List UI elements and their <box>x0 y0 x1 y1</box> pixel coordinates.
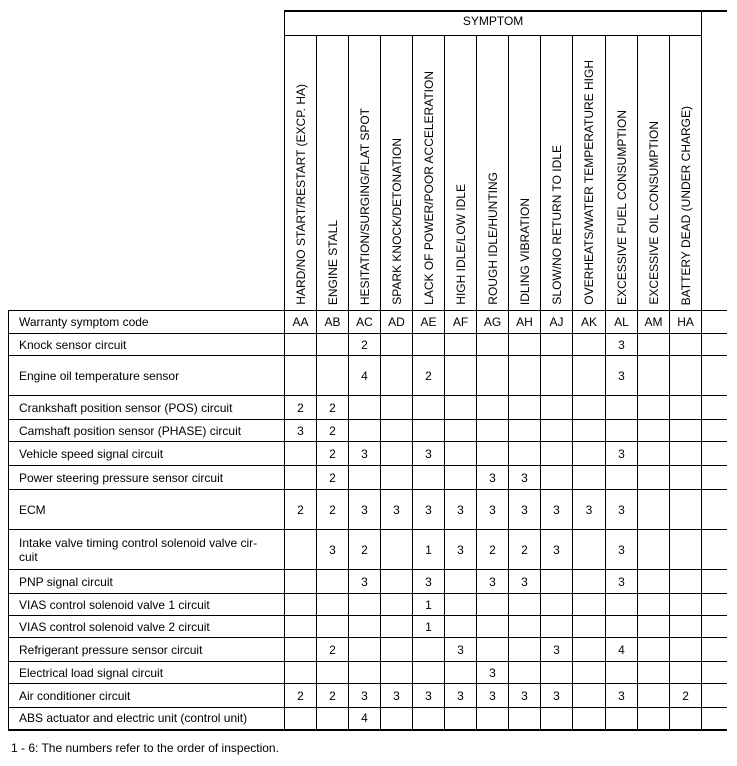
inspection-order-cell <box>573 570 606 594</box>
symptom-title: SYMPTOM <box>285 11 702 36</box>
inspection-order-cell: 3 <box>509 490 541 530</box>
inspection-order-cell: 1 <box>413 616 445 638</box>
inspection-order-cell: 3 <box>349 684 381 708</box>
inspection-order-cell: 3 <box>477 490 509 530</box>
inspection-order-cell <box>638 594 670 616</box>
symptom-column-label: HIGH IDLE/LOW IDLE <box>453 184 468 305</box>
inspection-order-cell <box>285 466 317 490</box>
blank-cell <box>702 570 727 594</box>
symptom-column-label: HARD/NO START/RESTART (EXCP. HA) <box>293 84 308 305</box>
inspection-order-cell <box>670 570 702 594</box>
inspection-order-cell: 3 <box>445 638 477 662</box>
inspection-order-cell <box>638 662 670 684</box>
component-name: ECM <box>9 490 285 530</box>
symptom-column-header <box>413 36 445 311</box>
inspection-order-cell <box>509 662 541 684</box>
inspection-order-cell <box>381 638 413 662</box>
inspection-order-cell <box>285 662 317 684</box>
symptom-code: AA <box>285 311 317 334</box>
symptom-code: AE <box>413 311 445 334</box>
inspection-order-cell <box>670 594 702 616</box>
inspection-order-cell <box>509 638 541 662</box>
inspection-order-cell <box>285 442 317 466</box>
inspection-order-cell <box>317 570 349 594</box>
blank-cell <box>702 311 727 334</box>
inspection-order-cell <box>477 638 509 662</box>
inspection-order-cell <box>509 334 541 356</box>
symptom-column-label: LACK OF POWER/POOR ACCELERATION <box>421 71 436 305</box>
inspection-order-cell <box>349 396 381 420</box>
inspection-order-cell: 3 <box>606 334 638 356</box>
inspection-order-cell <box>413 334 445 356</box>
inspection-order-cell <box>349 638 381 662</box>
component-name: Air conditioner circuit <box>9 684 285 708</box>
table-row <box>9 420 727 442</box>
symptom-code: AB <box>317 311 349 334</box>
inspection-order-cell <box>670 442 702 466</box>
inspection-order-cell <box>445 616 477 638</box>
table-row <box>9 638 727 662</box>
inspection-order-cell: 2 <box>285 684 317 708</box>
inspection-order-cell <box>573 420 606 442</box>
inspection-order-cell: 1 <box>413 594 445 616</box>
inspection-order-cell <box>638 334 670 356</box>
inspection-order-cell: 3 <box>541 638 573 662</box>
blank-cell <box>702 356 727 396</box>
symptom-column-header <box>317 36 349 311</box>
inspection-order-cell <box>381 662 413 684</box>
inspection-order-cell: 2 <box>349 334 381 356</box>
inspection-order-cell: 2 <box>413 356 445 396</box>
inspection-order-cell <box>606 616 638 638</box>
inspection-order-cell: 2 <box>349 530 381 570</box>
inspection-order-cell <box>285 594 317 616</box>
inspection-order-cell <box>670 420 702 442</box>
inspection-order-cell <box>638 356 670 396</box>
table-row <box>9 442 727 466</box>
symptom-column-label: HESITATION/SURGING/FLAT SPOT <box>357 107 372 305</box>
component-name: Camshaft position sensor (PHASE) circuit <box>9 420 285 442</box>
symptom-code: AL <box>606 311 638 334</box>
inspection-order-cell <box>445 334 477 356</box>
inspection-order-cell <box>317 708 349 730</box>
inspection-order-cell <box>670 638 702 662</box>
symptom-column-header <box>670 36 702 311</box>
inspection-order-cell <box>285 356 317 396</box>
inspection-order-cell: 3 <box>477 662 509 684</box>
symptom-column-header <box>573 36 606 311</box>
table-row <box>9 490 727 530</box>
inspection-order-cell <box>509 594 541 616</box>
symptom-column-header <box>445 36 477 311</box>
inspection-order-cell: 3 <box>445 530 477 570</box>
inspection-order-cell <box>606 466 638 490</box>
symptom-column-label: EXCESSIVE FUEL CONSUMPTION <box>614 110 629 305</box>
inspection-order-cell <box>349 594 381 616</box>
inspection-order-cell <box>541 708 573 730</box>
inspection-order-cell <box>381 616 413 638</box>
inspection-order-cell <box>509 396 541 420</box>
blank-cell <box>702 490 727 530</box>
blank-cell <box>702 466 727 490</box>
inspection-order-cell <box>541 594 573 616</box>
inspection-order-cell <box>381 708 413 730</box>
inspection-order-cell <box>541 466 573 490</box>
inspection-order-cell <box>445 662 477 684</box>
inspection-order-cell <box>573 708 606 730</box>
symptom-code: AK <box>573 311 606 334</box>
blank-cell <box>702 684 727 708</box>
inspection-order-cell: 2 <box>285 396 317 420</box>
inspection-order-cell <box>445 396 477 420</box>
component-name: Crankshaft position sensor (POS) circuit <box>9 396 285 420</box>
inspection-order-cell <box>573 334 606 356</box>
inspection-order-cell: 3 <box>381 490 413 530</box>
inspection-order-cell <box>573 396 606 420</box>
inspection-order-cell <box>285 570 317 594</box>
symptom-column-header <box>541 36 573 311</box>
symptom-code: AC <box>349 311 381 334</box>
inspection-order-cell: 2 <box>317 396 349 420</box>
inspection-order-cell <box>573 662 606 684</box>
inspection-order-cell <box>477 420 509 442</box>
symptom-column-header <box>606 36 638 311</box>
inspection-order-cell <box>317 334 349 356</box>
inspection-order-cell: 3 <box>606 442 638 466</box>
inspection-order-cell: 3 <box>285 420 317 442</box>
inspection-order-cell: 3 <box>445 684 477 708</box>
inspection-order-cell: 4 <box>606 638 638 662</box>
inspection-order-cell: 1 <box>413 530 445 570</box>
inspection-order-cell: 3 <box>477 466 509 490</box>
inspection-order-cell <box>638 490 670 530</box>
inspection-order-cell: 2 <box>317 466 349 490</box>
inspection-order-cell <box>285 334 317 356</box>
inspection-order-cell <box>477 356 509 396</box>
inspection-order-cell <box>285 530 317 570</box>
symptom-column-label: BATTERY DEAD (UNDER CHARGE) <box>678 105 693 305</box>
inspection-order-cell <box>381 570 413 594</box>
symptom-column-header <box>349 36 381 311</box>
inspection-order-cell <box>445 356 477 396</box>
inspection-order-cell <box>509 356 541 396</box>
table-row <box>9 356 727 396</box>
component-name: Intake valve timing control solenoid valve cir- cuit <box>9 530 285 570</box>
inspection-order-cell <box>638 638 670 662</box>
symptom-column-header <box>477 36 509 311</box>
symptom-code: AH <box>509 311 541 334</box>
symptom-column-header <box>638 36 670 311</box>
inspection-order-cell <box>381 594 413 616</box>
inspection-order-cell <box>509 442 541 466</box>
component-name: PNP signal circuit <box>9 570 285 594</box>
table-row <box>9 708 727 730</box>
inspection-order-cell <box>638 530 670 570</box>
inspection-order-cell <box>638 420 670 442</box>
table-row <box>9 594 727 616</box>
table-row <box>9 570 727 594</box>
inspection-order-cell <box>477 594 509 616</box>
inspection-order-cell: 2 <box>670 684 702 708</box>
inspection-order-cell <box>381 466 413 490</box>
inspection-order-cell: 3 <box>381 684 413 708</box>
inspection-order-cell <box>606 708 638 730</box>
inspection-order-cell: 3 <box>606 356 638 396</box>
inspection-order-cell <box>413 708 445 730</box>
inspection-order-cell <box>445 466 477 490</box>
inspection-order-cell <box>381 442 413 466</box>
inspection-order-cell <box>670 356 702 396</box>
inspection-order-cell: 2 <box>317 442 349 466</box>
inspection-order-cell <box>670 662 702 684</box>
inspection-order-cell <box>541 396 573 420</box>
inspection-order-cell: 3 <box>541 490 573 530</box>
inspection-order-cell <box>573 442 606 466</box>
inspection-order-cell <box>573 466 606 490</box>
component-name: Refrigerant pressure sensor circuit <box>9 638 285 662</box>
inspection-order-cell <box>509 420 541 442</box>
component-name: VIAS control solenoid valve 2 circuit <box>9 616 285 638</box>
inspection-order-cell <box>381 334 413 356</box>
inspection-order-cell <box>541 420 573 442</box>
inspection-order-cell <box>541 570 573 594</box>
inspection-order-cell: 3 <box>349 570 381 594</box>
inspection-order-cell <box>541 662 573 684</box>
code-row-label: Warranty symptom code <box>9 311 285 334</box>
inspection-order-cell: 2 <box>317 684 349 708</box>
component-name: Vehicle speed signal circuit <box>9 442 285 466</box>
table-row <box>9 466 727 490</box>
header-corner <box>9 11 285 311</box>
inspection-order-cell <box>413 396 445 420</box>
inspection-order-cell: 3 <box>349 442 381 466</box>
blank-cell <box>702 708 727 730</box>
symptom-code: AD <box>381 311 413 334</box>
inspection-order-cell: 3 <box>413 490 445 530</box>
blank-cell <box>702 442 727 466</box>
inspection-order-cell <box>317 616 349 638</box>
component-name: Electrical load signal circuit <box>9 662 285 684</box>
symptom-column-header <box>509 36 541 311</box>
inspection-order-cell <box>638 684 670 708</box>
inspection-order-cell: 4 <box>349 356 381 396</box>
inspection-order-cell <box>285 638 317 662</box>
inspection-order-cell: 2 <box>317 638 349 662</box>
inspection-order-cell <box>445 442 477 466</box>
inspection-order-cell <box>285 616 317 638</box>
inspection-order-cell: 3 <box>413 442 445 466</box>
table-row <box>9 662 727 684</box>
blank-cell <box>702 662 727 684</box>
inspection-order-cell <box>349 466 381 490</box>
header-blank <box>702 11 727 311</box>
inspection-order-cell: 2 <box>285 490 317 530</box>
symptom-code: AG <box>477 311 509 334</box>
symptom-code: AM <box>638 311 670 334</box>
inspection-order-cell <box>670 616 702 638</box>
inspection-order-cell <box>477 396 509 420</box>
symptom-column-label: SLOW/NO RETURN TO IDLE <box>549 145 564 305</box>
inspection-order-cell <box>573 356 606 396</box>
symptom-column-label: OVERHEATS/WATER TEMPERATURE HIGH <box>582 60 596 305</box>
inspection-order-cell <box>573 530 606 570</box>
inspection-order-cell: 3 <box>541 530 573 570</box>
blank-cell <box>702 420 727 442</box>
inspection-order-cell <box>317 356 349 396</box>
inspection-order-cell <box>445 708 477 730</box>
inspection-order-cell <box>477 708 509 730</box>
blank-cell <box>702 638 727 662</box>
component-name: Engine oil temperature sensor <box>9 356 285 396</box>
blank-cell <box>702 530 727 570</box>
inspection-order-cell: 2 <box>509 530 541 570</box>
inspection-order-cell: 3 <box>413 570 445 594</box>
inspection-order-cell: 3 <box>445 490 477 530</box>
inspection-order-cell <box>285 708 317 730</box>
inspection-order-cell: 3 <box>413 684 445 708</box>
inspection-order-cell <box>638 708 670 730</box>
inspection-order-cell <box>638 442 670 466</box>
inspection-order-cell <box>381 396 413 420</box>
inspection-order-cell <box>573 594 606 616</box>
blank-cell <box>702 396 727 420</box>
inspection-order-cell <box>381 530 413 570</box>
inspection-order-cell: 3 <box>606 570 638 594</box>
inspection-order-cell: 3 <box>477 684 509 708</box>
inspection-order-cell <box>606 396 638 420</box>
inspection-order-cell: 3 <box>349 490 381 530</box>
inspection-order-cell <box>445 420 477 442</box>
footnote: 1 - 6: The numbers refer to the order of inspection. <box>11 741 279 755</box>
inspection-order-cell <box>381 356 413 396</box>
inspection-order-cell <box>541 616 573 638</box>
symptom-code: AJ <box>541 311 573 334</box>
inspection-order-cell <box>541 334 573 356</box>
inspection-order-cell: 3 <box>541 684 573 708</box>
inspection-order-cell: 3 <box>509 570 541 594</box>
inspection-order-cell <box>413 466 445 490</box>
inspection-order-cell <box>638 466 670 490</box>
blank-cell <box>702 616 727 638</box>
symptom-code: AF <box>445 311 477 334</box>
table-row <box>9 334 727 356</box>
inspection-order-cell: 2 <box>317 490 349 530</box>
inspection-order-cell: 3 <box>606 530 638 570</box>
inspection-order-cell <box>413 662 445 684</box>
inspection-order-cell <box>541 442 573 466</box>
inspection-order-cell: 3 <box>509 684 541 708</box>
symptom-column-header <box>381 36 413 311</box>
inspection-order-cell <box>445 570 477 594</box>
inspection-order-cell <box>638 570 670 594</box>
inspection-order-cell: 2 <box>317 420 349 442</box>
inspection-order-cell <box>509 616 541 638</box>
inspection-order-cell: 3 <box>477 570 509 594</box>
inspection-order-cell <box>638 616 670 638</box>
component-name: ABS actuator and electric unit (control unit) <box>9 708 285 730</box>
symptom-column-label: ROUGH IDLE/HUNTING <box>485 172 500 305</box>
inspection-order-cell <box>477 334 509 356</box>
inspection-order-cell <box>477 442 509 466</box>
inspection-order-cell <box>445 594 477 616</box>
symptom-column-header <box>285 36 317 311</box>
table-row <box>9 684 727 708</box>
inspection-order-cell: 2 <box>477 530 509 570</box>
inspection-order-cell <box>573 616 606 638</box>
inspection-order-cell: 3 <box>509 466 541 490</box>
inspection-order-cell <box>573 684 606 708</box>
inspection-order-cell: 3 <box>606 684 638 708</box>
inspection-order-cell <box>317 594 349 616</box>
inspection-order-cell <box>413 638 445 662</box>
symptom-table <box>8 10 727 731</box>
component-name: VIAS control solenoid valve 1 circuit <box>9 594 285 616</box>
symptom-column-label: IDLING VIBRATION <box>517 197 532 305</box>
symptom-column-label: SPARK KNOCK/DETONATION <box>389 138 404 305</box>
inspection-order-cell <box>349 616 381 638</box>
blank-cell <box>702 334 727 356</box>
inspection-order-cell <box>670 334 702 356</box>
symptom-code: HA <box>670 311 702 334</box>
inspection-order-cell <box>670 490 702 530</box>
inspection-order-cell <box>509 708 541 730</box>
symptom-column-label: EXCESSIVE OIL CONSUMPTION <box>646 121 661 305</box>
inspection-order-cell: 3 <box>317 530 349 570</box>
inspection-order-cell: 3 <box>573 490 606 530</box>
component-name: Power steering pressure sensor circuit <box>9 466 285 490</box>
inspection-order-cell <box>670 530 702 570</box>
inspection-order-cell <box>606 662 638 684</box>
inspection-order-cell <box>541 356 573 396</box>
inspection-order-cell <box>670 708 702 730</box>
inspection-order-cell: 4 <box>349 708 381 730</box>
inspection-order-cell <box>573 638 606 662</box>
blank-cell <box>702 594 727 616</box>
inspection-order-cell <box>638 396 670 420</box>
component-name: Knock sensor circuit <box>9 334 285 356</box>
inspection-order-cell <box>349 662 381 684</box>
inspection-order-cell <box>670 396 702 420</box>
inspection-order-cell <box>381 420 413 442</box>
inspection-order-cell: 3 <box>606 490 638 530</box>
inspection-order-cell <box>606 594 638 616</box>
table-row <box>9 616 727 638</box>
inspection-order-cell <box>477 616 509 638</box>
table-row <box>9 396 727 420</box>
symptom-column-label: ENGINE STALL <box>325 219 340 305</box>
inspection-order-cell <box>349 420 381 442</box>
inspection-order-cell <box>413 420 445 442</box>
table-row <box>9 530 727 570</box>
inspection-order-cell <box>317 662 349 684</box>
inspection-order-cell <box>606 420 638 442</box>
inspection-order-cell <box>670 466 702 490</box>
